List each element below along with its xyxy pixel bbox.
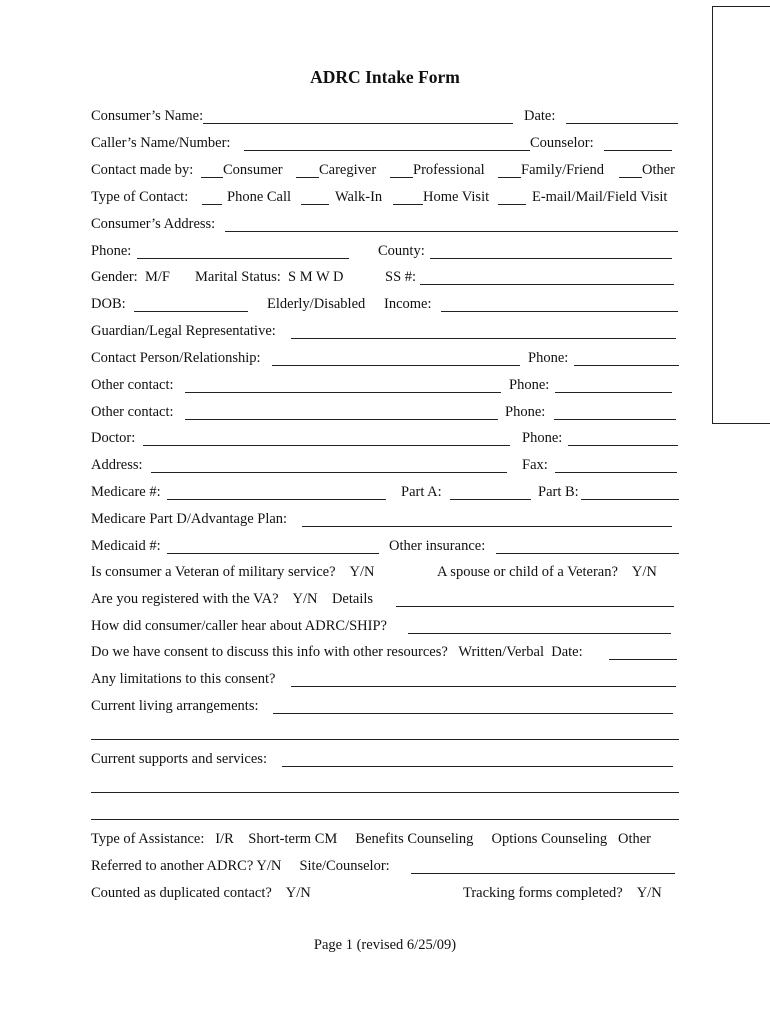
professional-option: Professional — [413, 162, 485, 178]
doctor-field[interactable] — [143, 445, 510, 446]
email-mail-option: E-mail/Mail/Field Visit — [532, 189, 668, 205]
type-of-assistance-label: Type of Assistance: I/R Short-term CM Benefits Counseling Options Counseling Other — [91, 831, 652, 847]
consent-date-field[interactable] — [609, 659, 677, 660]
other-contact-2-field[interactable] — [185, 419, 498, 420]
limitations-field[interactable] — [291, 686, 676, 687]
income-field[interactable] — [441, 311, 678, 312]
medicaid-number-label: Medicaid #: — [91, 538, 161, 554]
date-field[interactable] — [566, 123, 678, 124]
fax-label: Fax: — [522, 457, 548, 473]
va-details-field[interactable] — [396, 606, 674, 607]
doctor-phone-field[interactable] — [568, 445, 678, 446]
consent-question: Do we have consent to discuss this info with other resources? Written/Verbal Date: — [91, 644, 583, 660]
part-b-label: Part B: — [538, 484, 579, 500]
ss-label: SS #: — [385, 269, 417, 285]
guardian-label: Guardian/Legal Representative: — [91, 323, 276, 339]
other-contact-2-phone-field[interactable] — [554, 419, 676, 420]
how-heard-field[interactable] — [408, 633, 671, 634]
professional-blank[interactable] — [390, 177, 413, 178]
consumer-address-field[interactable] — [225, 231, 678, 232]
consumer-blank[interactable] — [201, 177, 223, 178]
medicare-part-d-label: Medicare Part D/Advantage Plan: — [91, 511, 288, 527]
other-option: Other — [642, 162, 676, 178]
other-contact-1-phone-field[interactable] — [555, 392, 672, 393]
supports-services-label: Current supports and services: — [91, 751, 267, 767]
guardian-field[interactable] — [291, 338, 676, 339]
type-of-contact-label: Type of Contact: — [91, 189, 189, 205]
living-arrangements-field[interactable] — [273, 713, 673, 714]
other-contact-1-field[interactable] — [185, 392, 501, 393]
contact-person-phone-field[interactable] — [574, 365, 679, 366]
page-footer: Page 1 (revised 6/25/09) — [313, 937, 457, 953]
veteran-spouse-question: A spouse or child of a Veteran? Y/N — [437, 564, 657, 580]
counselor-label: Counselor: — [530, 135, 594, 151]
how-heard-question: How did consumer/caller hear about ADRC/SHIP? — [91, 618, 387, 634]
medicare-part-d-field[interactable] — [302, 526, 672, 527]
other-contact-2-label: Other contact: — [91, 404, 174, 420]
living-arrangements-label: Current living arrangements: — [91, 698, 259, 714]
consumer-name-label: Consumer’s Name: — [91, 108, 204, 124]
referred-adrc-label: Referred to another ADRC? Y/N Site/Counselor: — [91, 858, 390, 874]
form-title: ADRC Intake Form — [310, 67, 460, 87]
medicare-number-field[interactable] — [167, 499, 386, 500]
elderly-disabled-label: Elderly/Disabled — [267, 296, 366, 312]
caller-name-field[interactable] — [244, 150, 530, 151]
supports-services-field[interactable] — [282, 766, 673, 767]
contact-made-by-label: Contact made by: — [91, 162, 194, 178]
limitations-question: Any limitations to this consent? — [91, 671, 276, 687]
doctor-label: Doctor: — [91, 430, 136, 446]
home-visit-blank[interactable] — [393, 204, 423, 205]
living-arrangements-line-2[interactable] — [91, 739, 679, 740]
family-friend-blank[interactable] — [498, 177, 521, 178]
gender-label: Gender: M/F — [91, 269, 170, 285]
other-insurance-field[interactable] — [496, 553, 679, 554]
email-mail-blank[interactable] — [498, 204, 526, 205]
consumer-name-field[interactable] — [203, 123, 513, 124]
caregiver-option: Caregiver — [319, 162, 377, 178]
contact-person-phone-label: Phone: — [528, 350, 569, 366]
other-insurance-label: Other insurance: — [389, 538, 486, 554]
phone-field[interactable] — [137, 258, 349, 259]
other-contact-1-label: Other contact: — [91, 377, 174, 393]
other-blank[interactable] — [619, 177, 642, 178]
doctor-phone-label: Phone: — [522, 430, 563, 446]
phone-call-option: Phone Call — [227, 189, 292, 205]
part-a-label: Part A: — [401, 484, 442, 500]
address-field[interactable] — [151, 472, 507, 473]
family-friend-option: Family/Friend — [521, 162, 604, 178]
dob-label: DOB: — [91, 296, 126, 312]
caller-name-label: Caller’s Name/Number: — [91, 135, 231, 151]
tracking-forms-question: Tracking forms completed? Y/N — [463, 885, 662, 901]
consumer-option: Consumer — [223, 162, 283, 178]
supports-services-line-2[interactable] — [91, 792, 679, 793]
supports-services-line-3[interactable] — [91, 819, 679, 820]
ss-field[interactable] — [420, 284, 674, 285]
counselor-field[interactable] — [604, 150, 672, 151]
income-label: Income: — [384, 296, 432, 312]
county-field[interactable] — [430, 258, 672, 259]
county-label: County: — [378, 243, 425, 259]
caregiver-blank[interactable] — [296, 177, 319, 178]
marital-status-label: Marital Status: S M W D — [195, 269, 344, 285]
contact-person-field[interactable] — [272, 365, 520, 366]
date-label: Date: — [524, 108, 556, 124]
phone-call-blank[interactable] — [202, 204, 222, 205]
other-contact-1-phone-label: Phone: — [509, 377, 550, 393]
contact-person-label: Contact Person/Relationship: — [91, 350, 261, 366]
fax-field[interactable] — [555, 472, 677, 473]
duplicated-contact-question: Counted as duplicated contact? Y/N — [91, 885, 311, 901]
walk-in-option: Walk-In — [335, 189, 383, 205]
home-visit-option: Home Visit — [423, 189, 490, 205]
site-counselor-field[interactable] — [411, 873, 675, 874]
phone-label: Phone: — [91, 243, 132, 259]
veteran-question: Is consumer a Veteran of military service? Y/N — [91, 564, 375, 580]
va-registered-question: Are you registered with the VA? Y/N Details — [91, 591, 374, 607]
dob-field[interactable] — [134, 311, 248, 312]
part-a-field[interactable] — [450, 499, 531, 500]
address-label: Address: — [91, 457, 143, 473]
medicare-number-label: Medicare #: — [91, 484, 161, 500]
part-b-field[interactable] — [581, 499, 679, 500]
other-contact-2-phone-label: Phone: — [505, 404, 546, 420]
walk-in-blank[interactable] — [301, 204, 329, 205]
consumer-address-label: Consumer’s Address: — [91, 216, 216, 232]
medicaid-number-field[interactable] — [167, 553, 379, 554]
